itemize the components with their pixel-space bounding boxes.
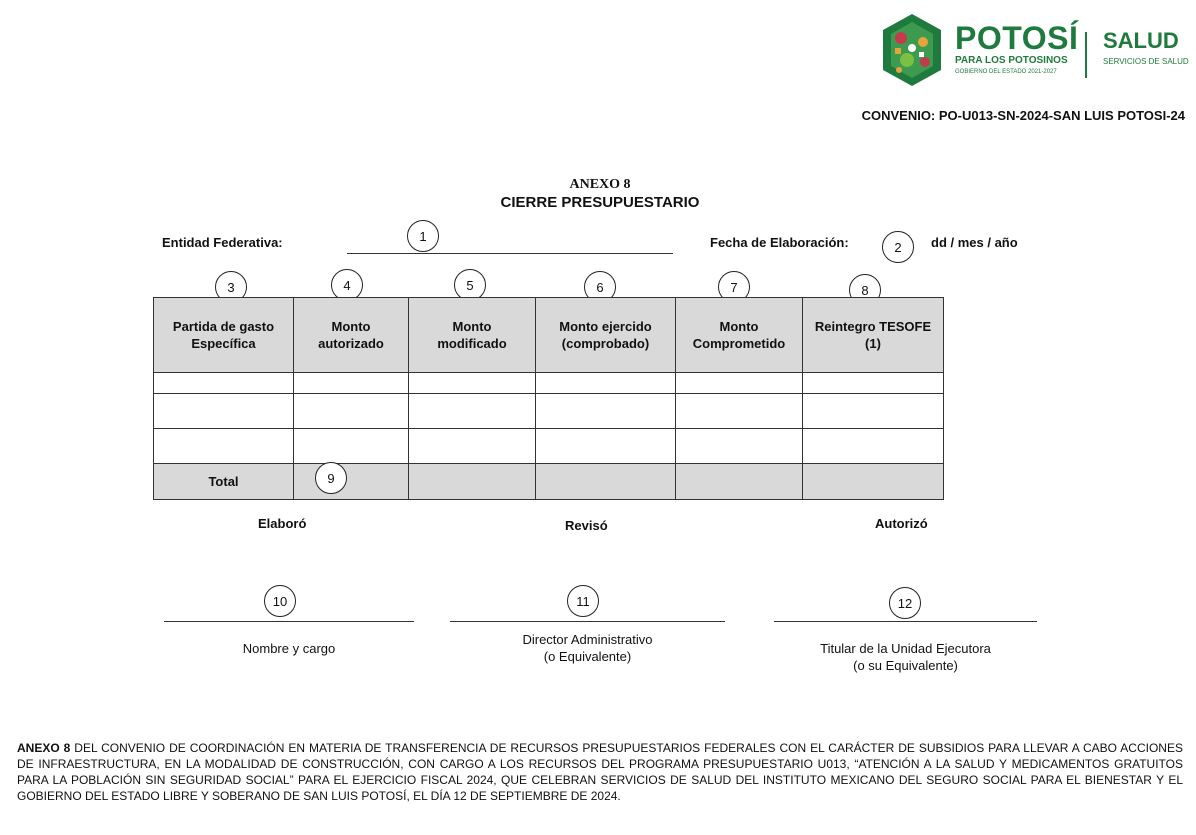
convenio-code: CONVENIO: PO-U013-SN-2024-SAN LUIS POTOSI-24: [861, 108, 1185, 123]
signature-line-elaboro: [164, 621, 414, 622]
table-cell[interactable]: [154, 373, 294, 394]
table-row: [154, 373, 944, 394]
table-cell[interactable]: [409, 373, 536, 394]
header-monto-ejercido: Monto ejercido (comprobado): [536, 298, 676, 373]
fecha-format: dd / mes / año: [931, 235, 1018, 250]
marker-5: 5: [454, 269, 486, 301]
logo-salud-text: SALUD: [1103, 28, 1179, 53]
table-cell[interactable]: [154, 394, 294, 429]
header-reintegro-tesofe: Reintegro TESOFE (1): [803, 298, 944, 373]
table-cell[interactable]: [536, 429, 676, 464]
logo-divider: [1085, 32, 1087, 78]
table-cell[interactable]: [294, 373, 409, 394]
anexo-title: ANEXO 8: [569, 177, 631, 192]
footer-body: DEL CONVENIO DE COORDINACIÓN EN MATERIA DE TRANSFERENCIA DE RECURSOS PRESUPUESTARIOS FEDERALES CON EL CARÁCTER DE SUBSIDIOS PARA LLEVAR A CABO ACCIONES DE INFRAESTRUCTURA, EN LA MODALIDAD DE CONSTRUCCIÓN, CON CARGO A LOS RECURSOS DEL PROGRAMA PRESUPUESTARIO U013, “ATENCIÓN A LA SALUD Y MEDICAMENTOS GRATUITOS PARA LA POBLACIÓN SIN SEGURIDAD SOCIAL” PARA EL EJERCICIO FISCAL 2024, QUE CELEBRAN SERVICIOS DE SALUD DEL INSTITUTO MEXICANO DEL SEGURO SOCIAL PARA EL BIENESTAR Y EL GOBIERNO DEL ESTADO LIBRE Y SOBERANO DE SAN LUIS POTOSÍ, EL DÍA 12 DE SEPTIEMBRE DE 2024.: [17, 741, 1183, 803]
footer-legal-text: [17, 740, 1183, 804]
total-cell[interactable]: [409, 464, 536, 500]
entidad-federativa-label: Entidad Federativa:: [162, 235, 283, 250]
signature-line-autorizo: [774, 621, 1037, 622]
document-title: CIERRE PRESUPUESTARIO: [500, 194, 700, 211]
header-monto-modificado: Monto modificado: [409, 298, 536, 373]
table-cell[interactable]: [803, 373, 944, 394]
table-cell[interactable]: [803, 394, 944, 429]
marker-2: 2: [882, 231, 914, 263]
table-row: [154, 394, 944, 429]
marker-4: 4: [331, 269, 363, 301]
table-row: [154, 429, 944, 464]
nombre-cargo-label: Nombre y cargo: [242, 641, 336, 656]
entidad-federativa-line: [347, 253, 673, 254]
total-cell[interactable]: [294, 464, 409, 500]
potosi-logo-mark: [879, 12, 945, 88]
table-cell[interactable]: [294, 429, 409, 464]
signature-line-reviso: [450, 621, 725, 622]
budget-table: [153, 297, 944, 500]
header-monto-autorizado: Monto autorizado: [294, 298, 409, 373]
table-cell[interactable]: [676, 373, 803, 394]
logo-tagline: PARA LOS POTOSINOS: [955, 55, 1068, 66]
header-partida: Partida de gasto Específica: [154, 298, 294, 373]
reviso-label: Revisó: [565, 518, 608, 533]
marker-7: 7: [718, 271, 750, 303]
marker-11: 11: [567, 585, 599, 617]
marker-6: 6: [584, 271, 616, 303]
footer-lead: ANEXO 8: [17, 741, 71, 755]
titular-label: Titular de la Unidad Ejecutora (o su Equivalente): [820, 641, 991, 673]
table-cell[interactable]: [536, 394, 676, 429]
marker-12: 12: [889, 587, 921, 619]
marker-3: 3: [215, 271, 247, 303]
marker-1: 1: [407, 220, 439, 252]
autorizo-label: Autorizó: [875, 516, 928, 531]
total-cell[interactable]: [676, 464, 803, 500]
marker-9: 9: [315, 462, 347, 494]
table-cell[interactable]: [154, 429, 294, 464]
elaboro-label: Elaboró: [258, 516, 307, 531]
marker-8: 8: [849, 274, 881, 306]
director-label: Director Administrativo (o Equivalente): [522, 632, 653, 664]
table-cell[interactable]: [294, 394, 409, 429]
table-cell[interactable]: [536, 373, 676, 394]
total-row: [154, 464, 944, 500]
header-monto-comprometido: Monto Comprometido: [676, 298, 803, 373]
table-cell[interactable]: [676, 429, 803, 464]
total-label: Total: [154, 464, 294, 500]
logo-government: GOBIERNO DEL ESTADO 2021-2027: [955, 69, 1057, 75]
marker-10: 10: [264, 585, 296, 617]
logo-potosi-text: POTOSÍ: [955, 20, 1079, 56]
table-cell[interactable]: [409, 394, 536, 429]
table-cell[interactable]: [409, 429, 536, 464]
total-cell[interactable]: [536, 464, 676, 500]
fecha-elaboracion-label: Fecha de Elaboración:: [710, 235, 849, 250]
table-cell[interactable]: [803, 429, 944, 464]
total-cell[interactable]: [803, 464, 944, 500]
logo-servicios-text: SERVICIOS DE SALUD: [1103, 57, 1189, 66]
table-cell[interactable]: [676, 394, 803, 429]
